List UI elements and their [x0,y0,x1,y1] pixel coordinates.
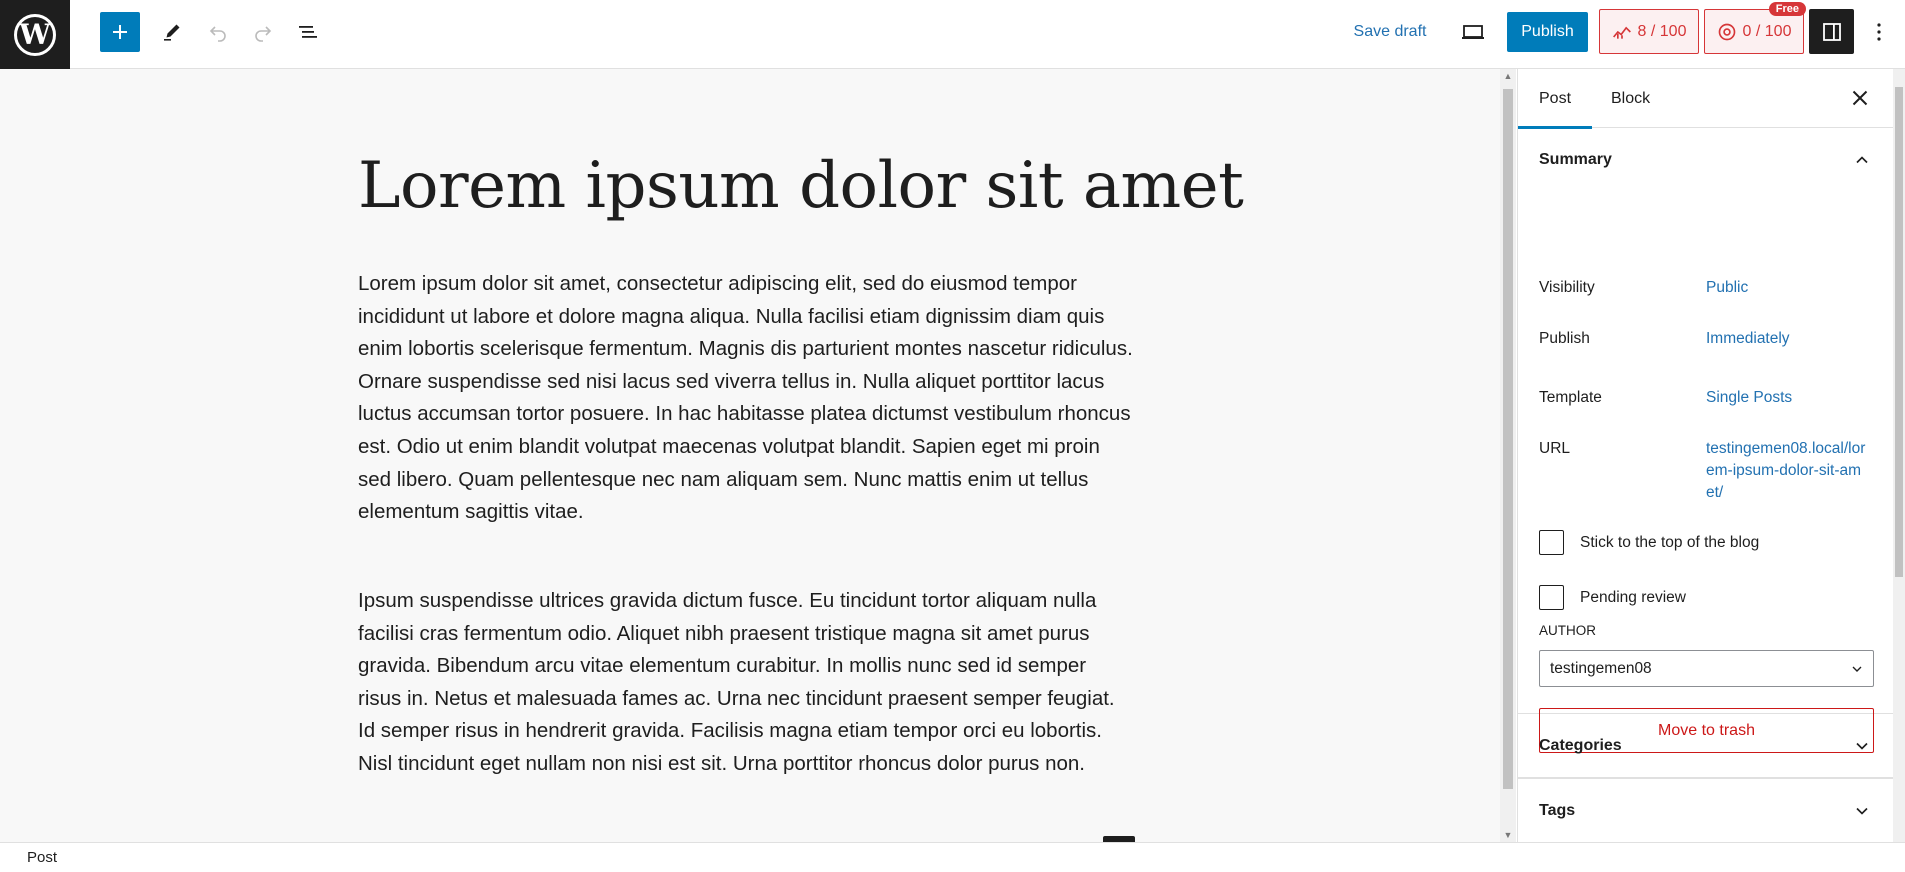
move-to-trash-button[interactable]: Move to trash [1539,708,1874,753]
options-button[interactable] [1864,12,1894,52]
visibility-value-button[interactable]: Public [1706,279,1749,296]
sidebar-tabs [1518,69,1893,128]
canvas-scrollbar-thumb[interactable] [1503,89,1513,789]
summary-heading: Summary [1539,151,1612,168]
content-score-button[interactable] [1704,3,1804,54]
post-title[interactable]: Lorem ipsum dolor sit amet [358,149,1244,223]
list-view-icon [296,20,320,44]
summary-panel-toggle[interactable] [1518,128,1893,192]
sticky-checkbox[interactable] [1539,530,1564,555]
wordpress-logo-icon: W [14,14,56,56]
publish-label: Publish [1539,330,1590,347]
scroll-up-arrow-icon[interactable]: ▲ [1503,71,1513,81]
paragraph-block[interactable]: Ipsum suspendisse ultrices gravida dictum fusce. Eu tincidunt tortor aliquam nulla facilisi cras fermentum odio. Aliquet nibh praesent tristique magna sit amet purus gravida. Bibendum arcu vitae elementum curabitur. In mollis nunc sed id semper risus in. Netus et malesuada fames ac. Urna nec tincidunt praesent semper feugiat. Id semper risus in hendrerit gravida. Facilisis magna etiam tempor orci eu lobortis. Nisl tincidunt eget nullam non nisi est sit. Urna porttitor rhoncus dolor purus non. [358,589,1115,775]
at-sign-icon [1717,22,1737,42]
template-value-button[interactable]: Single Posts [1706,389,1793,406]
breadcrumb-post[interactable]: Post [27,849,58,866]
sticky-label[interactable]: Stick to the top of the blog [1580,534,1760,551]
publish-button[interactable]: Publish [1507,12,1588,52]
categories-panel-toggle[interactable] [1518,714,1893,778]
undo-button[interactable] [200,12,236,52]
more-vertical-icon [1867,20,1891,44]
scroll-down-arrow-icon[interactable]: ▼ [1503,830,1513,840]
chevron-down-icon [1849,661,1865,677]
seo-score-button[interactable] [1599,9,1699,54]
pencil-icon [160,20,184,44]
tags-panel [1518,778,1893,842]
paragraph-block[interactable]: Lorem ipsum dolor sit amet, consectetur adipiscing elit, sed do eiusmod tempor incididunt ut labore et dolore magna aliqua. Nulla facilisi etiam dignissim diam quis enim lobortis scelerisque fermentum. Magnis dis parturient montes nascetur ridiculus. Ornare suspendisse sed nisi lacus sed viverra tellus in. Nulla aliquet porttitor lacus luctus accumsan tortor posuere. In hac habitasse platea dictumst vestibulum rhoncus est. Odio ut enim blandit volutpat maecenas volutpat blandit. Sapien eget mi proin sed libero. Quam pellentesque nec nam aliquam sem. Nunc mattis enim ut tellus elementum sagittis vitae. [358,272,1133,524]
pending-review-checkbox[interactable] [1539,585,1564,610]
chart-score-icon [1612,22,1632,42]
tools-button[interactable] [154,12,190,52]
summary-panel [1518,128,1893,739]
desktop-preview-icon [1461,20,1485,44]
pending-review-label[interactable]: Pending review [1580,589,1686,606]
chevron-down-icon [1852,801,1872,821]
canvas-scrollbar[interactable] [1500,69,1516,842]
close-icon[interactable] [1847,85,1873,111]
author-selected-value: testingemen08 [1550,659,1652,677]
wordpress-logo-button[interactable] [0,0,70,69]
content-score-value: 0 / 100 [1742,22,1792,40]
settings-sidebar [1517,69,1893,842]
add-block-button[interactable] [100,12,140,52]
sidebar-scrollbar-thumb[interactable] [1895,87,1903,577]
document-overview-button[interactable] [290,12,326,52]
tab-post[interactable]: Post [1539,69,1571,128]
url-label: URL [1539,440,1571,457]
seo-score-value: 8 / 100 [1637,22,1687,40]
undo-icon [206,20,230,44]
chevron-down-icon [1852,736,1872,756]
block-breadcrumb [0,842,1905,872]
editor-header [0,0,1905,69]
editor-canvas [0,69,1500,842]
redo-icon [251,20,275,44]
free-badge: Free [1769,2,1806,16]
template-label: Template [1539,389,1602,406]
tab-block[interactable]: Block [1611,89,1651,107]
author-select[interactable] [1539,650,1874,687]
tags-heading: Tags [1539,801,1576,819]
preview-button[interactable] [1455,12,1491,52]
plus-icon [108,20,132,44]
chevron-up-icon [1852,150,1872,170]
categories-heading: Categories [1539,736,1622,754]
redo-button[interactable] [245,12,281,52]
settings-sidebar-toggle[interactable] [1809,9,1854,54]
author-heading: AUTHOR [1539,623,1596,638]
publish-date-button[interactable]: Immediately [1706,330,1790,347]
visibility-label: Visibility [1539,279,1595,296]
categories-panel [1518,714,1893,778]
tags-panel-toggle[interactable] [1518,779,1893,842]
url-value-button[interactable]: testingemen08.local/lorem-ipsum-dolor-sit-amet/ [1706,440,1866,501]
sidebar-icon [1820,20,1844,44]
save-draft-button[interactable]: Save draft [1353,23,1427,40]
sidebar-scrollbar[interactable] [1893,69,1905,842]
